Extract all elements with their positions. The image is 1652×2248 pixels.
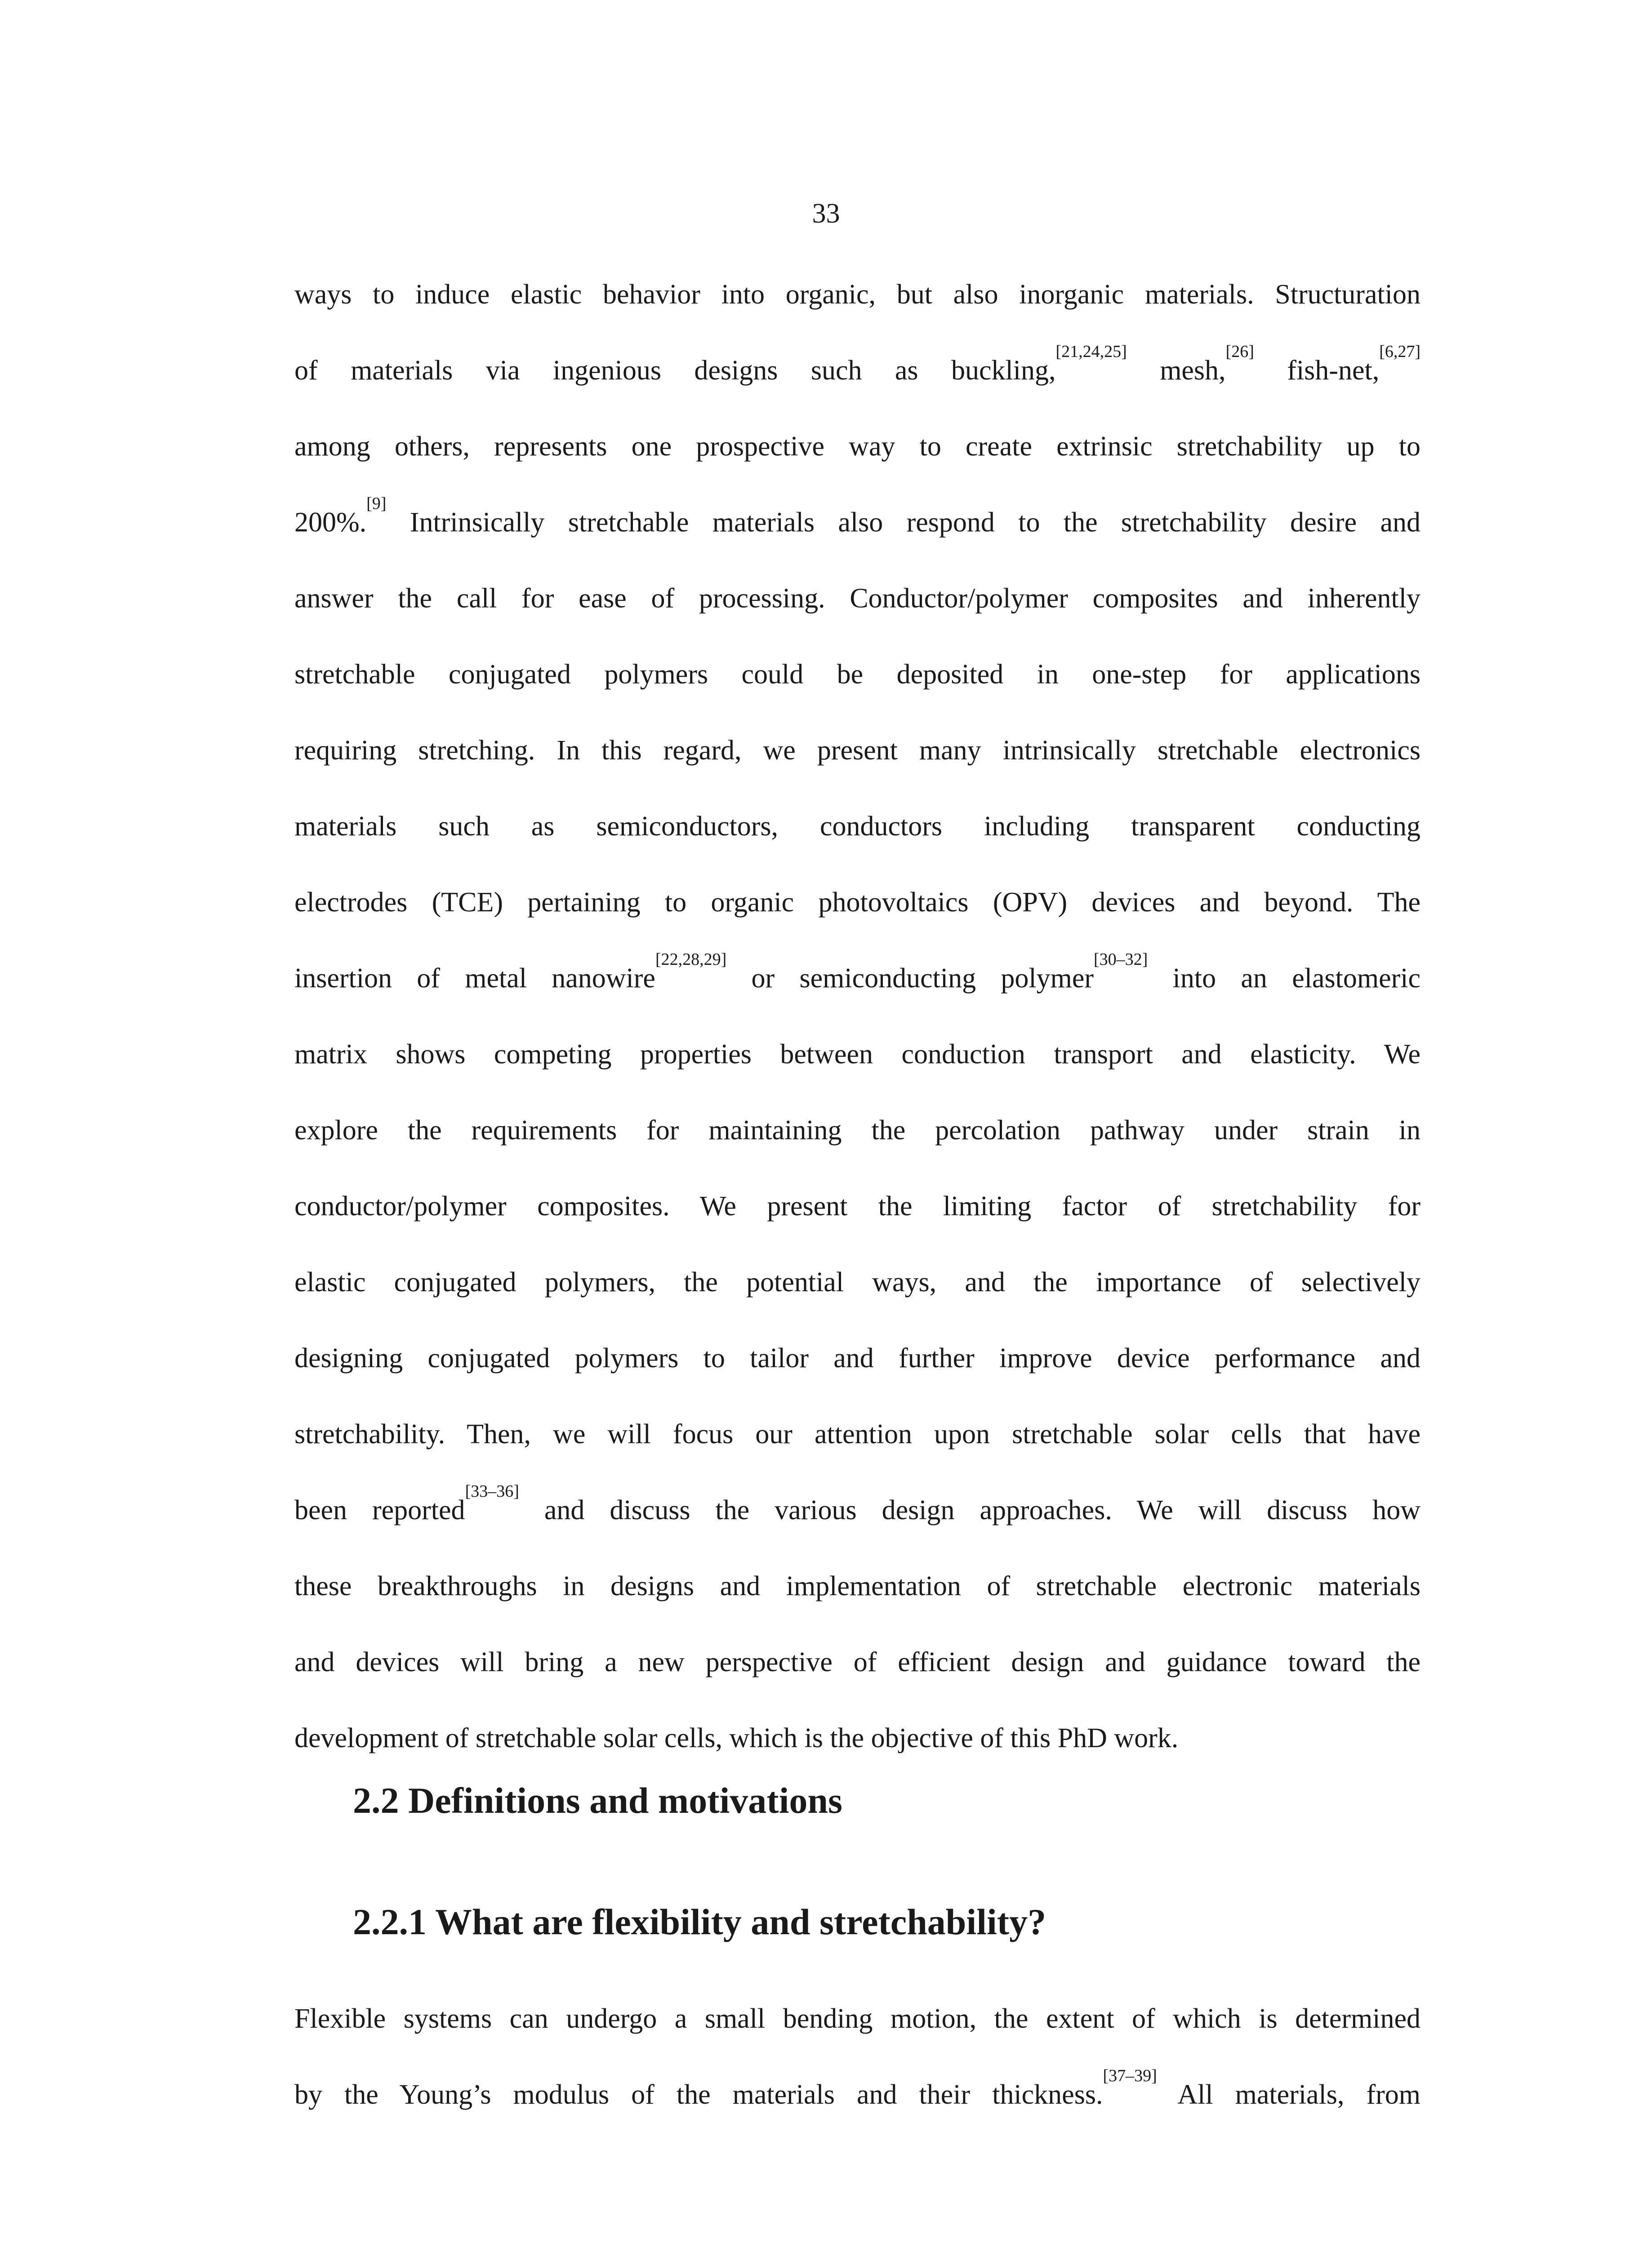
text-span: mesh, xyxy=(1127,355,1226,386)
text-line: designing conjugated polymers to tailor and further improve device performance and xyxy=(294,1343,1420,1374)
text-span: into an elastomeric xyxy=(1148,963,1420,994)
text-span: fish-net, xyxy=(1254,355,1380,386)
text-span: by the Young’s modulus of the materials and their thickness. xyxy=(294,2079,1103,2110)
text-line: development of stretchable solar cells, which is the objective of this PhD work. xyxy=(294,1723,1179,1753)
text-line: among others, represents one prospective way to create extrinsic stretchability up to xyxy=(294,431,1420,462)
body-paragraph xyxy=(294,272,1420,1792)
citation-ref: [9] xyxy=(366,494,387,513)
text-line: elastic conjugated polymers, the potential ways, and the importance of selectively xyxy=(294,1267,1420,1298)
text-line: electrodes (TCE) pertaining to organic photovoltaics (OPV) devices and beyond. The xyxy=(294,887,1420,918)
text-span: Intrinsically stretchable materials also respond to the stretchability desire and xyxy=(386,507,1420,538)
text-line xyxy=(294,1482,1420,1564)
text-line xyxy=(294,494,1420,576)
body-paragraph xyxy=(294,1996,1420,2148)
citation-ref: [6,27] xyxy=(1379,342,1421,361)
text-line xyxy=(294,342,1421,424)
text-line xyxy=(294,2066,1420,2148)
text-span: insertion of metal nanowire xyxy=(294,963,655,994)
text-span: and discuss the various design approaches. We will discuss how xyxy=(519,1495,1420,1525)
page-number: 33 xyxy=(812,198,840,229)
text-line: materials such as semiconductors, conductors including transparent conducting xyxy=(294,811,1420,842)
text-line: stretchable conjugated polymers could be deposited in one-step for applications xyxy=(294,659,1420,690)
citation-ref: [21,24,25] xyxy=(1055,342,1127,361)
citation-ref: [30–32] xyxy=(1094,950,1148,969)
text-line: matrix shows competing properties between conduction transport and elasticity. We xyxy=(294,1039,1420,1070)
text-span: of materials via ingenious designs such as buckling, xyxy=(294,355,1056,386)
citation-ref: [33–36] xyxy=(465,1482,519,1501)
citation-ref: [22,28,29] xyxy=(655,950,727,969)
text-span: 200%. xyxy=(294,507,367,538)
text-line: Flexible systems can undergo a small bending motion, the extent of which is determined xyxy=(294,2003,1420,2034)
text-line: and devices will bring a new perspective of efficient design and guidance toward the xyxy=(294,1647,1420,1677)
text-span: been reported xyxy=(294,1495,465,1525)
citation-ref: [37–39] xyxy=(1103,2066,1157,2086)
text-line: explore the requirements for maintaining the percolation pathway under strain in xyxy=(294,1115,1420,1146)
text-line: requiring stretching. In this regard, we present many intrinsically stretchable electronics xyxy=(294,735,1420,766)
text-line: answer the call for ease of processing. Conductor/polymer composites and inherently xyxy=(294,583,1420,614)
text-span: All materials, from xyxy=(1157,2079,1420,2110)
citation-ref: [26] xyxy=(1225,342,1254,361)
section-heading: 2.2 Definitions and motivations xyxy=(353,1780,842,1821)
text-line: stretchability. Then, we will focus our attention upon stretchable solar cells that have xyxy=(294,1419,1420,1450)
text-line: ways to induce elastic behavior into organic, but also inorganic materials. Structuration xyxy=(294,279,1420,310)
subsection-heading: 2.2.1 What are flexibility and stretchability? xyxy=(353,1901,1046,1942)
text-line xyxy=(294,950,1420,1032)
text-line: these breakthroughs in designs and implementation of stretchable electronic materials xyxy=(294,1571,1420,1601)
text-line: conductor/polymer composites. We present the limiting factor of stretchability for xyxy=(294,1191,1420,1222)
text-span: or semiconducting polymer xyxy=(726,963,1094,994)
